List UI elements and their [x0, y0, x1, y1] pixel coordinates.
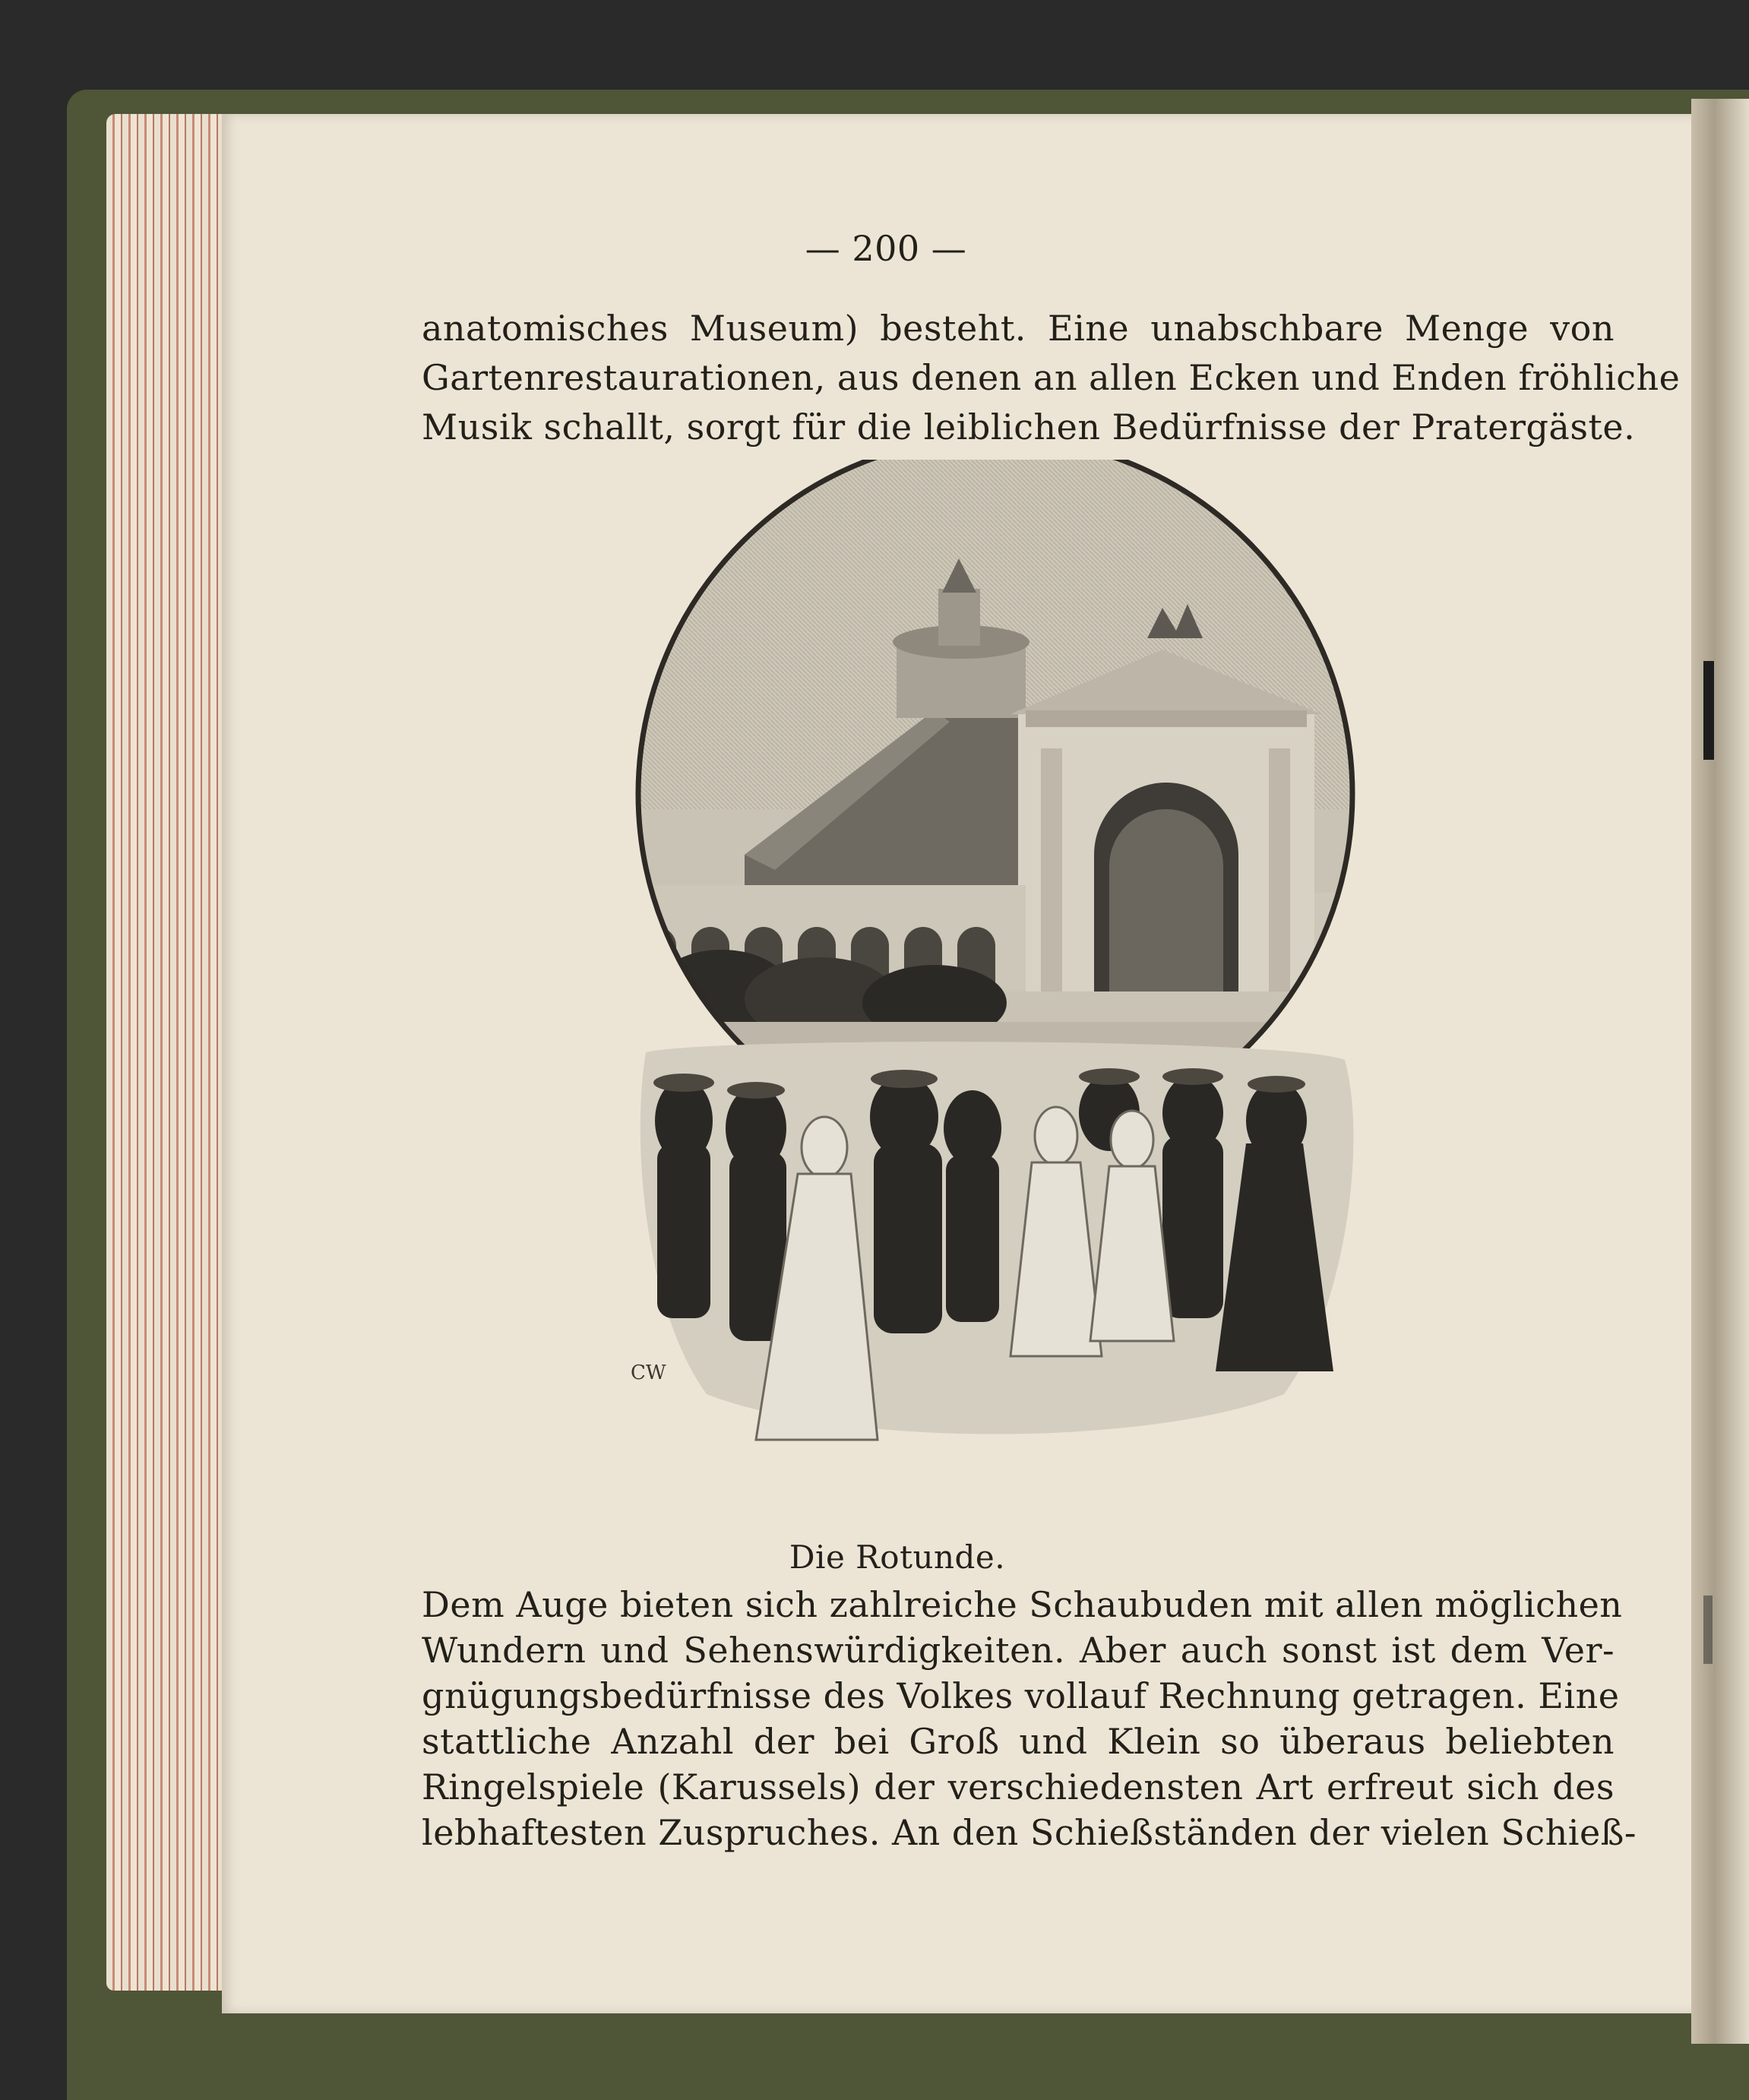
text-line: Dem Auge bieten sich zahlreiche Schaubuden mit allen möglichen — [422, 1584, 1623, 1625]
text-line: Wundern und Sehenswürdigkeiten. Aber auch sonst ist dem Ver- — [422, 1630, 1615, 1671]
figure-caption: Die Rotunde. — [789, 1539, 1006, 1576]
page-number: — 200 — — [805, 228, 967, 269]
text-line: Gartenrestaurationen, aus denen an allen Ecken und Enden fröhliche — [422, 357, 1681, 398]
gutter-mark-lower — [1703, 1596, 1713, 1664]
book-gutter — [1691, 99, 1749, 2044]
gutter-mark — [1703, 661, 1714, 760]
text-line: stattliche Anzahl der bei Groß und Klein so überaus beliebten — [422, 1721, 1615, 1762]
text-line: anatomisches Museum) besteht. Eine unabschbare Menge von — [422, 308, 1615, 349]
text-line: Ringelspiele (Karussels) der verschiedensten Art erfreut sich des — [422, 1766, 1615, 1807]
text-line: gnügungsbedürfnisse des Volkes vollauf Rechnung getragen. Eine — [422, 1675, 1620, 1716]
illustration-signature: CW — [631, 1362, 666, 1384]
text-line: Musik schallt, sorgt für die leiblichen Bedürfnisse der Pratergäste. — [422, 406, 1636, 448]
text-line: lebhaftesten Zuspruches. An den Schießständen der vielen Schieß- — [422, 1812, 1637, 1853]
illustration-rotunde — [615, 460, 1375, 1478]
